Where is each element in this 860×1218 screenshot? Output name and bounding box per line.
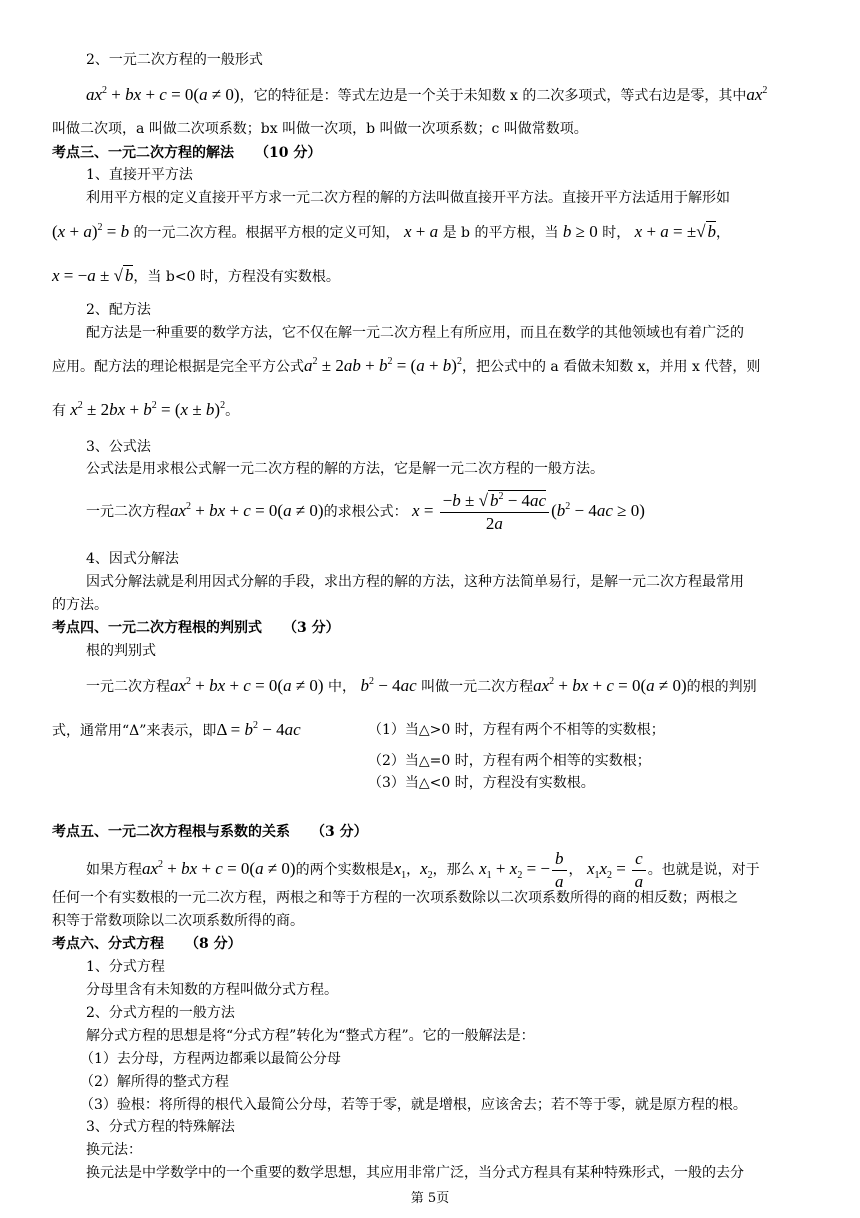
k4-title: 考点四、一元二次方程根的判别式 （3 分） <box>52 620 340 636</box>
k4-sub: 根的判别式 <box>86 643 156 659</box>
k3-2-p1: 配方法是一种重要的数学方法，它不仅在解一元二次方程上有所应用，而且在数学的其他领域也有着广泛的 <box>86 325 744 341</box>
k5-p3: 积等于常数项除以二次项系数所得的商。 <box>52 913 304 929</box>
ax2-term: $ax^2$ <box>746 85 768 104</box>
k3-2-p2: 应用。配方法的理论根据是完全平方公式$a^2 \pm 2ab + b^2 = (a + b)^2$，把公式中的 a 看做未知数 x，并用 x 代替，则 <box>52 356 761 375</box>
k4-case-1: （1）当△>0 时，方程有两个不相等的实数根； <box>368 722 665 738</box>
k3-3-p2: 一元二次方程$ax^2$ + bx + c = 0(a ≠ 0)的求根公式： x = $\frac{-b \pm √ b^2 - 4ac}{2a}$ $(b^2 - 4ac \ge 0)$ <box>86 490 645 533</box>
k6-1-p: 分母里含有未知数的方程叫做分式方程。 <box>86 982 338 998</box>
s2-line1 <box>86 85 815 106</box>
k3-1-p1: 利用平方根的定义直接开平方求一元二次方程的解的方法叫做直接开平方法。直接开平方法适用于解形如 <box>86 190 730 206</box>
k4-p2: 式，通常用“Δ”来表示，即$\Delta = b^2 - 4ac$ <box>52 720 301 739</box>
k6-3-sub: 换元法： <box>86 1142 142 1158</box>
page-number: 第 5页 <box>410 1191 450 1206</box>
k4-p1: 一元二次方程$ax^2$ + bx + c = 0(a ≠ 0) 中， $b^2 - 4ac$ 叫做一元二次方程$ax^2$ + bx + c = 0(a ≠ 0)的根的判别 <box>86 676 757 695</box>
general-form-formula: $ax^2$ + bx + c = 0(a ≠ 0) <box>86 85 240 104</box>
k3-3-title: 3、公式法 <box>86 439 151 455</box>
s2-line1-text: ，它的特征是：等式左边是一个关于未知数 x 的二次多项式，等式右边是零，其中 <box>239 88 747 104</box>
k3-3-p1: 公式法是用求根公式解一元二次方程的解的方法，它是解一元二次方程的一般方法。 <box>86 461 604 477</box>
k3-2-p3: 有 $x^2 \pm 2bx + b^2 = (x \pm b)^2$。 <box>52 400 240 419</box>
k3-4-p2: 的方法。 <box>52 597 108 613</box>
k5-p2: 任何一个有实数根的一元二次方程，两根之和等于方程的一次项系数除以二次项系数所得的商的相反数；两根之 <box>52 890 738 906</box>
k4-case-2: （2）当△=0 时，方程有两个相等的实数根； <box>368 753 651 769</box>
k3-1-p2: $(x + a)^2 = b$ 的一元二次方程。根据平方根的定义可知， x + a 是 b 的平方根，当 b ≥ 0 时， x + a = ±√ b， <box>52 222 731 241</box>
k5-p1: 如果方程$ax^2$ + bx + c = 0(a ≠ 0)的两个实数根是$x_1$，$x_2$，那么 $x_1 + x_2$ = − $\frac{b}{a}$ ， $x_1x_2$ = $\frac{c}{a}$ 。也就是说，对于 <box>86 848 760 891</box>
k3-2-title: 2、配方法 <box>86 302 151 318</box>
k6-2-step-1: （1）去分母，方程两边都乘以最简公分母 <box>80 1051 341 1067</box>
k3-4-title: 4、因式分解法 <box>86 551 179 567</box>
k5-title: 考点五、一元二次方程根与系数的关系 （3 分） <box>52 824 368 840</box>
vieta-formulas: $x_1 + x_2$ = − $\frac{b}{a}$ <box>479 859 568 878</box>
k6-title: 考点六、分式方程 （8 分） <box>52 936 242 952</box>
k6-3-p: 换元法是中学数学中的一个重要的数学思想，其应用非常广泛，当分式方程具有某种特殊形式，一般的去分 <box>86 1165 744 1181</box>
k6-2-step-3: （3）验根：将所得的根代入最简公分母，若等于零，就是增根，应该舍去；若不等于零，就是原方程的根。 <box>80 1097 747 1113</box>
k3-1-title: 1、直接开平方法 <box>86 167 193 183</box>
s2-title: 2、一元二次方程的一般形式 <box>86 52 263 68</box>
k3-4-p1: 因式分解法就是利用因式分解的手段，求出方程的解的方法，这种方法简单易行，是解一元二次方程最常用 <box>86 574 744 590</box>
k6-1-title: 1、分式方程 <box>86 959 165 975</box>
quadratic-formula: x = $\frac{-b \pm √ b^2 - 4ac}{2a}$ $(b^2 - 4ac \ge 0)$ <box>412 490 645 533</box>
k6-3-title: 3、分式方程的特殊解法 <box>86 1119 235 1135</box>
k4-case-3: （3）当△<0 时，方程没有实数根。 <box>368 775 595 791</box>
k3-title: 考点三、一元二次方程的解法 （10 分） <box>52 145 322 161</box>
k6-2-step-2: （2）解所得的整式方程 <box>80 1074 229 1090</box>
s2-line2: 叫做二次项，a 叫做二次项系数；bx 叫做一次项，b 叫做一次项系数；c 叫做常数项。 <box>52 121 588 137</box>
k6-2-p: 解分式方程的思想是将“分式方程”转化为“整式方程”。它的一般解法是： <box>86 1028 535 1044</box>
k6-2-title: 2、分式方程的一般方法 <box>86 1005 235 1021</box>
k3-1-p3: x = −a ± √ b，当 b<0 时，方程没有实数根。 <box>52 266 340 285</box>
